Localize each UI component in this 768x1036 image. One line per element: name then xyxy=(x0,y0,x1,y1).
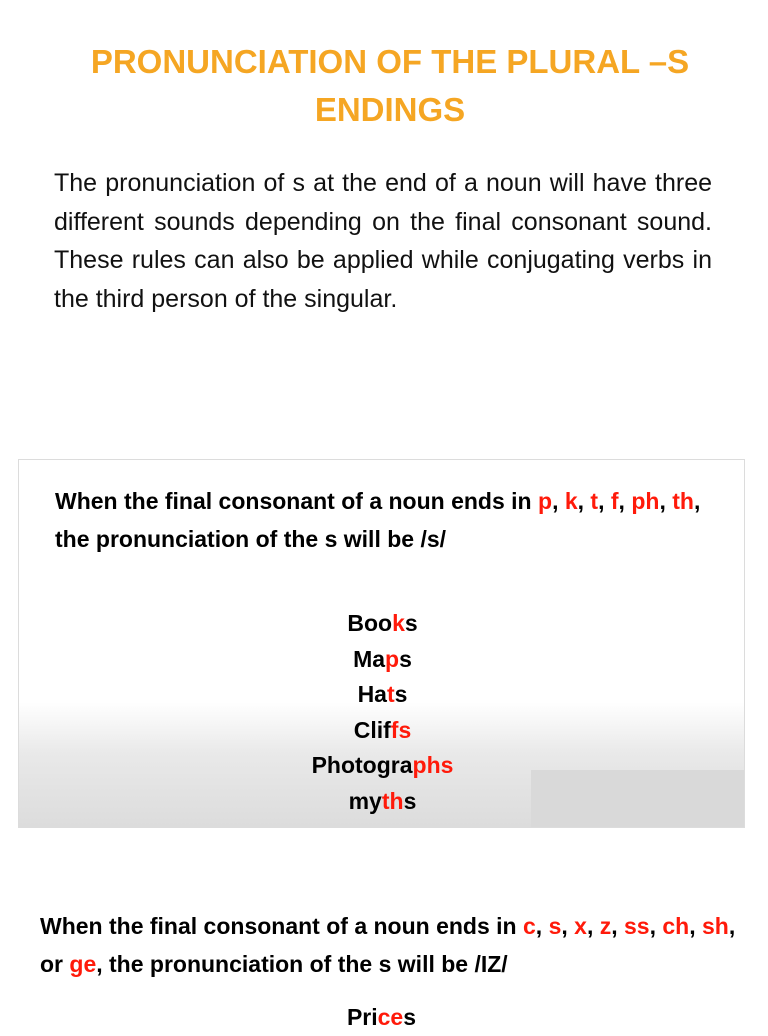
rule-iz-text xyxy=(40,907,750,983)
highlighted-consonant: th xyxy=(672,488,694,514)
word-part: s xyxy=(404,610,418,636)
rule-iz-example-list xyxy=(18,1000,745,1036)
highlighted-consonant: p xyxy=(538,488,553,514)
word-part: Pri xyxy=(346,1004,378,1030)
word-ending-highlight: fs xyxy=(390,716,412,743)
rule-text-segment: , xyxy=(535,913,549,939)
rule-text-segment: , xyxy=(561,913,575,939)
word-part: s xyxy=(403,1004,417,1030)
highlighted-consonant: ss xyxy=(624,913,650,939)
rule-s-example-list xyxy=(19,606,746,819)
rule-text-segment: , xyxy=(689,913,703,939)
word-part: s xyxy=(394,681,408,707)
example-word xyxy=(19,784,746,820)
word-ending-highlight: th xyxy=(381,787,404,814)
word-part: Boo xyxy=(347,610,393,636)
example-word xyxy=(19,748,746,784)
word-part: Photogra xyxy=(311,752,413,778)
highlighted-consonant: sh xyxy=(702,913,729,939)
rule-text-segment: , xyxy=(598,488,611,514)
highlighted-consonant: c xyxy=(523,913,536,939)
highlighted-consonant: t xyxy=(590,488,599,514)
rule-text-segment: , xyxy=(618,488,632,514)
word-part: Clif xyxy=(353,716,391,743)
highlighted-consonant: z xyxy=(599,913,612,939)
example-word xyxy=(19,606,746,642)
word-part: my xyxy=(348,787,382,814)
rule-text-segment: When the final consonant of a noun ends in xyxy=(55,488,538,514)
highlighted-consonant: f xyxy=(610,488,619,514)
rule-text-segment: , xyxy=(586,913,600,939)
word-ending-highlight: p xyxy=(385,645,400,672)
rule-s-panel xyxy=(18,459,745,828)
rule-text-segment: , the pronunciation of the s will be /s/ xyxy=(55,488,701,552)
word-ending-highlight: k xyxy=(392,610,405,636)
rule-s-text xyxy=(55,482,705,558)
word-ending-highlight: phs xyxy=(412,752,454,778)
highlighted-consonant: x xyxy=(574,913,587,939)
highlighted-consonant: s xyxy=(548,913,562,939)
word-part: s xyxy=(399,645,412,672)
example-word xyxy=(19,713,746,749)
word-part: Ma xyxy=(353,645,386,672)
word-part: Ha xyxy=(357,681,387,707)
rule-text-segment: , xyxy=(611,913,625,939)
rule-text-segment: , xyxy=(552,488,565,514)
word-part: s xyxy=(403,787,417,814)
highlighted-consonant: ph xyxy=(631,488,660,514)
example-word xyxy=(19,677,746,713)
highlighted-consonant: ch xyxy=(662,913,690,939)
rule-text-segment: , xyxy=(659,488,673,514)
example-word xyxy=(19,642,746,678)
rule-text-segment: When the final consonant of a noun ends in xyxy=(40,913,523,939)
word-ending-highlight: t xyxy=(386,681,395,707)
rule-text-segment: , or xyxy=(40,913,736,977)
rule-text-segment: , the pronunciation of the s will be /IZ/ xyxy=(96,951,508,977)
page-title: PRONUNCIATION OF THE PLURAL –S ENDINGS xyxy=(90,43,690,128)
rule-text-segment: , xyxy=(649,913,663,939)
word-ending-highlight: ce xyxy=(377,1004,404,1030)
highlighted-consonant: k xyxy=(564,488,578,514)
highlighted-consonant: ge xyxy=(69,951,97,977)
example-word xyxy=(18,1000,745,1036)
intro-paragraph: The pronunciation of s at the end of a noun will have three different sounds depending on the final consonant sound. These rules can also be applied while conjugating verbs in the third person of the singular. xyxy=(54,169,712,313)
rule-text-segment: , xyxy=(577,488,591,514)
